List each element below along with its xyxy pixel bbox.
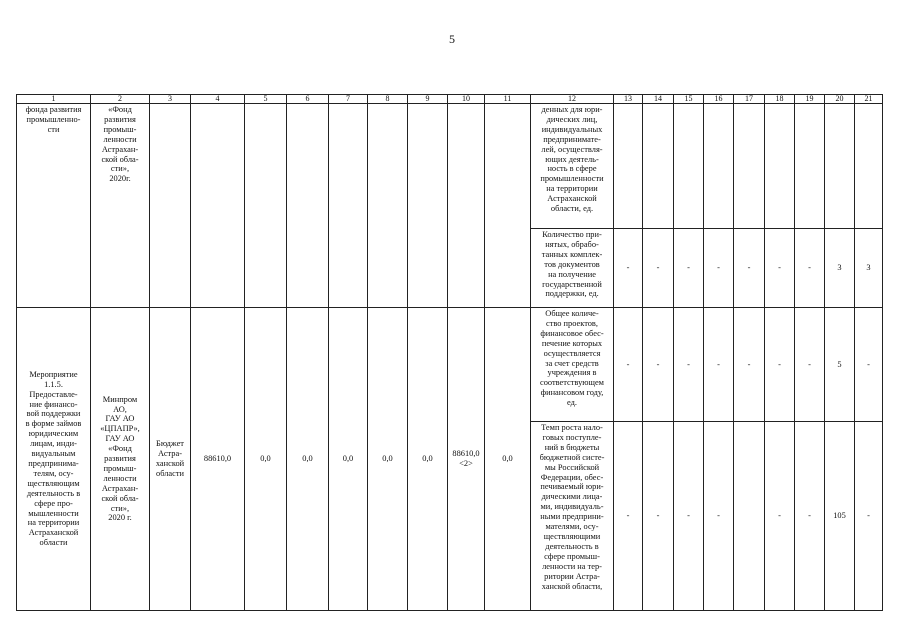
funding-value-cell: 0,0 [485, 308, 531, 611]
column-header: 13 [614, 95, 643, 104]
value-cell [734, 422, 765, 611]
table-cell [191, 104, 245, 308]
table-cell [734, 104, 765, 229]
column-header: 11 [485, 95, 531, 104]
column-header: 3 [150, 95, 191, 104]
executor-cell: Минпром АО, ГАУ АО «ЦПАПР», ГАУ АО «Фонд развития промыш- ленности Астрахан- ской обла- сти», 2020 г. [91, 308, 150, 611]
column-header: 8 [368, 95, 408, 104]
table-cell [643, 104, 674, 229]
indicator-cell: Темп роста нало- говых поступле- ний в бюджеты бюджетной систе- мы Российской Федерации, обес- печиваемый юри- дическими лица- ми, индивидуаль- ными предприни- мателями, осу- ществляющими деятельность в сфере промыш- ленности на тер- ритории Астра- ханской области, [531, 422, 614, 611]
table-cell [448, 104, 485, 308]
column-header: 12 [531, 95, 614, 104]
column-header: 21 [855, 95, 883, 104]
value-cell: - [614, 422, 643, 611]
funding-source-cell: Бюджет Астра- ханской области [150, 308, 191, 611]
executor-cell: «Фонд развития промыш- ленности Астрахан- ской обла- сти», 2020г. [91, 104, 150, 308]
column-header: 5 [245, 95, 287, 104]
table-cell [368, 104, 408, 308]
table-cell [704, 104, 734, 229]
funding-total-cell: 88610,0 [191, 308, 245, 611]
funding-value-cell: 88610,0 <2> [448, 308, 485, 611]
value-cell: - [704, 308, 734, 422]
column-header: 7 [329, 95, 368, 104]
value-cell: - [643, 229, 674, 308]
value-cell: - [765, 308, 795, 422]
funding-value-cell: 0,0 [368, 308, 408, 611]
value-cell: - [643, 422, 674, 611]
column-header: 20 [825, 95, 855, 104]
value-cell: - [734, 308, 765, 422]
indicator-cell: Общее количе- ство проектов, финансовое обес- печение которых осуществляется за счет средств учреждения в соответствующем финансовом году, ед. [531, 308, 614, 422]
column-header: 4 [191, 95, 245, 104]
indicator-cell: денных для юри- дических лиц, индивидуальных предпринимате- лей, осуществля- ющих деятель- ность в сфере промышленности на территории Астраханской области, ед. [531, 104, 614, 229]
value-cell: 5 [825, 308, 855, 422]
column-header: 15 [674, 95, 704, 104]
table-cell [614, 104, 643, 229]
value-cell: - [674, 308, 704, 422]
column-header: 6 [287, 95, 329, 104]
column-header: 18 [765, 95, 795, 104]
table-cell [485, 104, 531, 308]
column-header: 1 [17, 95, 91, 104]
value-cell: - [643, 308, 674, 422]
table-cell [825, 104, 855, 229]
funding-value-cell: 0,0 [408, 308, 448, 611]
funding-value-cell: 0,0 [287, 308, 329, 611]
table-cell [674, 104, 704, 229]
value-cell: - [855, 308, 883, 422]
column-header: 10 [448, 95, 485, 104]
table-cell [855, 104, 883, 229]
table-cell [150, 104, 191, 308]
table-row [17, 308, 883, 422]
table-row [17, 104, 883, 229]
value-cell: - [614, 308, 643, 422]
value-cell: - [855, 422, 883, 611]
column-number-row [17, 95, 883, 104]
value-cell: - [795, 308, 825, 422]
value-cell: - [795, 229, 825, 308]
value-cell: 105 [825, 422, 855, 611]
value-cell: - [704, 229, 734, 308]
column-header: 9 [408, 95, 448, 104]
column-header: 14 [643, 95, 674, 104]
value-cell: - [674, 422, 704, 611]
table-cell [245, 104, 287, 308]
page-number: 5 [449, 32, 455, 46]
funding-value-cell: 0,0 [329, 308, 368, 611]
column-header: 19 [795, 95, 825, 104]
value-cell: - [614, 229, 643, 308]
table-cell [287, 104, 329, 308]
value-cell: - [765, 422, 795, 611]
table-cell [329, 104, 368, 308]
activity-name-cell: фонда развития промышленно- сти [17, 104, 91, 308]
column-header: 2 [91, 95, 150, 104]
program-activities-table [16, 94, 883, 611]
value-cell: - [795, 422, 825, 611]
value-cell: - [674, 229, 704, 308]
table-cell [795, 104, 825, 229]
activity-name-cell: Мероприятие 1.1.5. Предоставле- ние финансо- вой поддержки в форме займов юридическим лицам, инди- видуальным предпринима- телям, осу- ществляющим деятельность в сфере про- мышленности на территории Астраханской области [17, 308, 91, 611]
column-header: 17 [734, 95, 765, 104]
value-cell: 3 [855, 229, 883, 308]
value-cell: - [704, 422, 734, 611]
funding-value-cell: 0,0 [245, 308, 287, 611]
column-header: 16 [704, 95, 734, 104]
table-cell [408, 104, 448, 308]
indicator-cell: Количество при- нятых, обрабо- танных комплек- тов документов на получение государственной поддержки, ед. [531, 229, 614, 308]
value-cell: - [734, 229, 765, 308]
value-cell: - [765, 229, 795, 308]
value-cell: 3 [825, 229, 855, 308]
table-cell [765, 104, 795, 229]
